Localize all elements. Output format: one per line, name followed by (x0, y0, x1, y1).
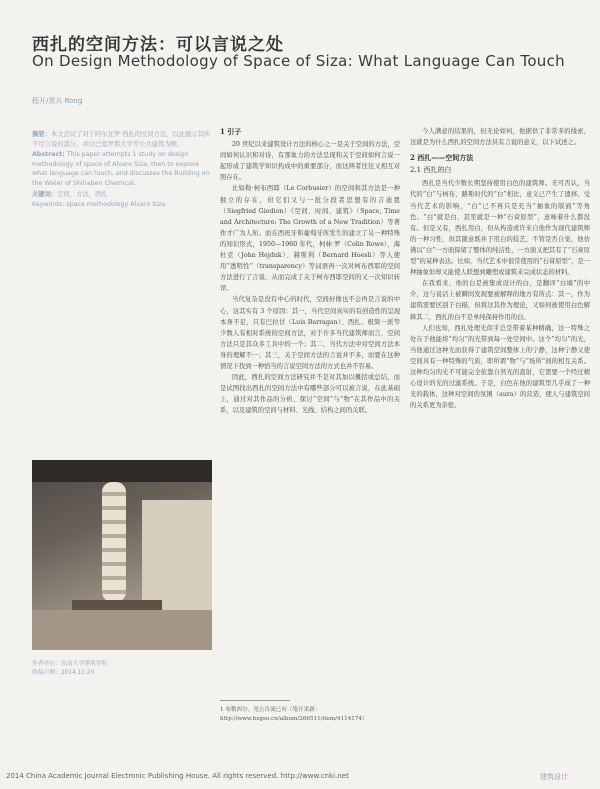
article-title-chinese: 西扎的空间方法：可以言说之处 (32, 35, 284, 55)
author-info (32, 660, 212, 678)
author-affiliation: 作者单位：东南大学建筑学院 (32, 661, 108, 667)
keywords-en: Keywords: space methodology Alvaro Siza (32, 201, 166, 209)
article-title-english: On Design Methodology of Space of Siza: What Language Can Touch (32, 52, 565, 70)
photo-hanging-lamp (102, 482, 126, 602)
abstract-label-en: Abstract: (32, 151, 65, 159)
paragraph: 西扎是当代少数长期坚持使用白色的建筑师。无可否认，当代的“白”与柯布、路斯时代的“白”相比，意义已产生了遗移。受当代艺术的影响，“白”已不再只是充当“抽象的版面”等角色。“白”就是白，甚至就是一种“石膏原型”，意味着什么都没有。但是又有，西扎用白，但从构造或许来自他作为现代建筑师的一种习性，但其随意既并于用白的技艺，不管是否自觉，他仿佛以“白”一方面保留了整体的纯洁性，一方面又把其有了“石膏原型”的某种表达。比如，当代艺术中很常使用的“石膏原型”，是一种抽象但却又能使人联想到雕塑或建筑未完成状态的材料。 (410, 180, 590, 277)
journal-name: 建筑设计 (540, 773, 568, 781)
received-date: 收稿日期：2014.10.20 (32, 670, 95, 676)
page-footer (0, 772, 600, 786)
abstract-block (32, 130, 212, 211)
copyright-line: 2014 China Academic Journal Electronic Publishing House. All rights reserved. http://www.cnki.net (6, 772, 349, 780)
photo-floor (32, 610, 212, 650)
photo-ceiling-beam (32, 460, 212, 482)
paragraph: 因此，西扎的空间方法研究并不是对其加以概括或总结，而是试图找出西扎的空间方法中有哪些部分可以被言说，在此基础上，通过对其作品的分析，探讨“空间”与“物”在其作品中的关系，以及建筑的空间与材料、光线、结构之间的关联。 (220, 374, 400, 415)
paragraph: 20 世纪以来建筑设计方法的核心之一是关于空间的方法，空间如何认识和对待，有那象力的方法呈现和关于空间如何言说一起形成了建筑学知识构成中的重要部分，而这两者往往又相互对照存在。 (220, 141, 400, 182)
section-1-heading: 1 引子 (220, 127, 242, 136)
section-2-heading: 2 西扎——空间方法 (410, 153, 474, 163)
abstract-en (32, 150, 212, 188)
paragraph: 今人满意的结果的，但无论如何，他据供了非常多的线索，这就是为什么西扎的空间方法具有言说的意义，以下试述之。 (410, 128, 590, 147)
abstract-zh (32, 130, 212, 149)
paragraph: 人们也知，西扎处理光似乎总是带着某种精确，这一特殊之处在于他能将“均匀”的光带到每一处空间中。这个“均匀”的光，当他通过这种光而获得了建筑空间整体上的宁静，这种宁静又使空间具有一种特殊的气质，即所谓“物”与“场所”间的相互关系。这种均匀的光不可能完全依靠自然光的直射，它需要一个经过精心设计的光的过滤系统。于是，白色在他的建筑里几乎成了一种光的载体，这种对空间的氛围（aura）的营造，使人与建筑空间的关系更为亲密。 (410, 324, 590, 410)
paragraph: 当代复杂是没有中心的时代，空间好像也不会再是言说的中心，这其实有 3 个原因：其一，当代空间真实的有创造性的呈现本身不足，只有巴拉甘（Luis Barragan）、西扎、极简一派等少数人有相对系统的空间方法，对于许多当代建筑师而言，空间方法只是其众多工具中的一个；其二，当代方法中对空间方法本身的理解不一；其三，关于空间方法的言说并不多，而要在这种情况下找到一种恰当的言说空间方法的方式也并不容易。 (220, 296, 400, 370)
author-line: 程开/贺兵 Rong (32, 97, 83, 105)
keywords-zh (32, 190, 212, 200)
interior-photo (32, 460, 212, 650)
body-column-2 (410, 126, 590, 411)
photo-table (72, 600, 162, 610)
abstract-text-en: This paper attempts 1 study on design methodology of space of Alvaro Siza, then to explore what language can touch, and discusses the Building on the Water of Shihaben Chemical. (32, 151, 210, 187)
keywords-label-zh: 关键词： (32, 190, 58, 198)
footnote-divider (220, 700, 290, 701)
body-column-1 (220, 126, 400, 416)
paragraph: 比如勒·柯布西耶（Le Corbusier）的空间和其方法是一种独立的存在，但它们又与一批分段者思想有的吉迪恩（Siegfried Giedion）《空间、时间、建筑》（Space, Time and Architecture: The Growth of a New Tradition）等著作才广为人知。而在西班牙和葡萄牙所发生的建立了另一种特殊的知识形式，1950—1960 年代，柯林·罗（Colin Rowe）、海杜克（John Hejduk）、赫斯利（Bernard Hoesli）等人使用“透明性”（transparency）等词语再一次对柯布西耶的空间方法进行了言说，从而完成了关于柯布西耶空间的又一次知识转译。 (220, 185, 400, 293)
footnote: 1 布勒西尔。见公告流已有（笔开采新：http://www.bzgsu.cn/album/266511/item/4114174） (220, 707, 368, 722)
keywords-text-zh: 空间，方法，西扎 (57, 190, 108, 198)
abstract-text-zh: 本文尝试了对于阿尔瓦罗·西扎的空间方法，以此揭示其所不可言说的部分，并以巴塞罗那大学等公共建筑为例。 (32, 131, 211, 148)
subsection-heading: 2.1 西扎的白 (410, 166, 452, 175)
paragraph: 在我看来，他的白是被集成设计的白，是翻译“白墙”的中介，这与说话上被瞬间发现要被解释的地方有所点：其一，作为建筑需要区别于白描，但将这其作为理论，又如何被使用白色解释其二，西扎的白不是单纯保持作用的白。 (410, 280, 590, 321)
abstract-label-zh: 摘要： (32, 131, 51, 138)
